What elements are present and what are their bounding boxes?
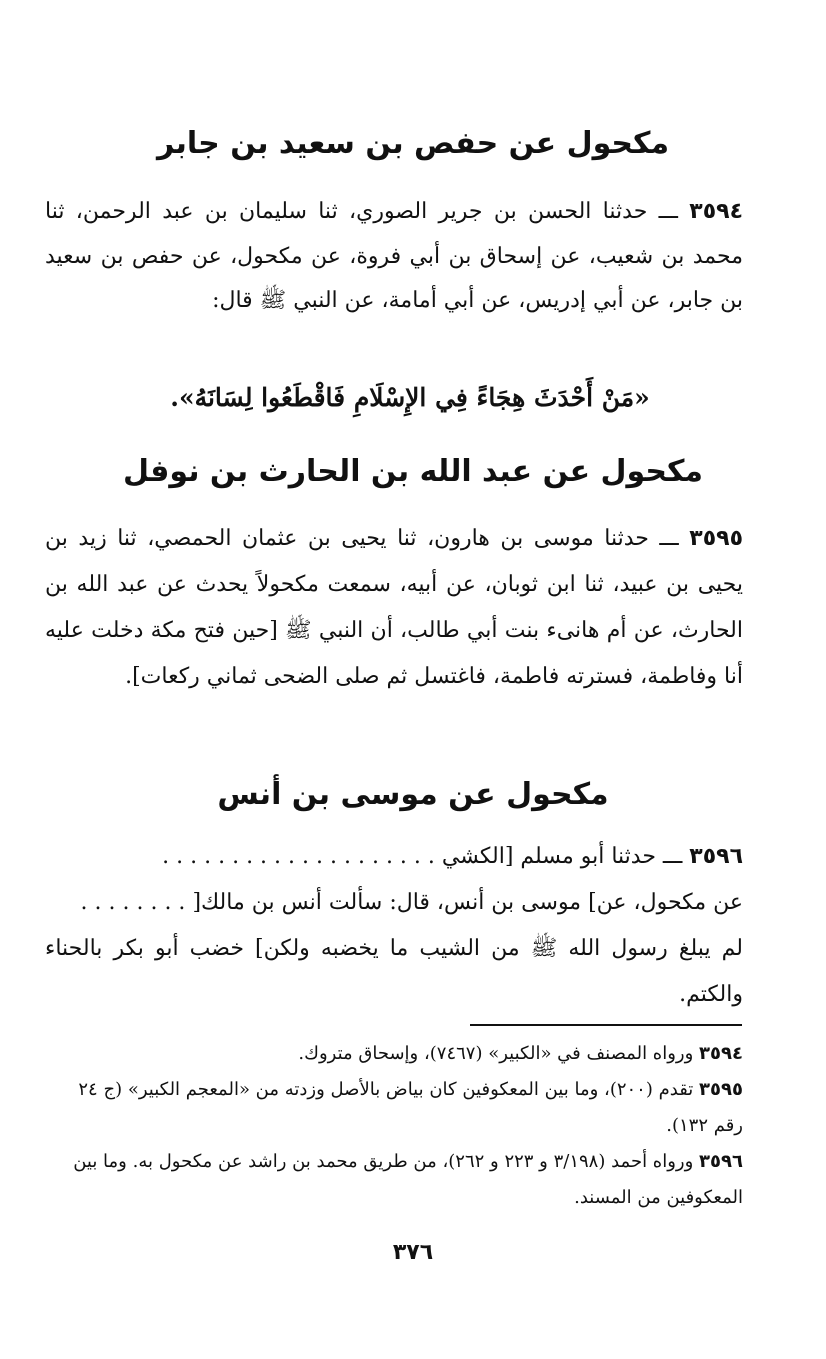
footnote-text: ورواه أحمد (٣/١٩٨ و ٢٢٣ و ٢٦٢)، من طريق محمد بن راشد عن مكحول به. وما بين المعكوفين من المسند. (73, 1151, 743, 1208)
footnote-text: تقدم (٢٠٠)، وما بين المعكوفين كان بياض بالأصل وزدته من «المعجم الكبير» (ج ٢٤ رقم ١٣٢). (78, 1079, 743, 1136)
section-heading: مكحول عن حفص بن سعيد بن جابر (156, 126, 670, 161)
footnote (50, 1036, 743, 1072)
hadith-text: حدثنا الحسن بن جرير الصوري، ثنا سليمان بن عبد الرحمن، ثنا محمد بن شعيب، عن إسحاق بن أبي فروة، عن مكحول، عن حفص بن سعيد بن جابر، عن أبي إدريس، عن أبي أمامة، عن النبي ﷺ قال: (45, 199, 743, 313)
dash: ـــ (647, 199, 678, 224)
footnote-number: ٣٥٩٤ (699, 1043, 743, 1064)
hadith-text: حدثنا موسى بن هارون، ثنا يحيى بن عثمان الحمصي، ثنا زيد بن يحيى بن عبيد، ثنا ابن ثوبان، عن أبيه، سمعت مكحولاً يحدث عن عبد الله بن الحارث، عن أم هانىء بنت أبي طالب، أن النبي ﷺ [حين فتح مكة دخلت عليه أنا وفاطمة، فسترته فاطمة، فاغتسل ثم صلى الضحى ثماني ركعات]. (45, 526, 743, 689)
hadith-quote: «مَنْ أَحْدَثَ هِجَاءً فِي الإِسْلَامِ فَاقْطَعُوا لِسَانَهُ». (170, 383, 650, 412)
hadith-text: لم يبلغ رسول الله ﷺ من الشيب ما يخضبه ولكن] خضب أبو بكر بالحناء والكتم. (45, 936, 743, 1007)
dash: ـــ (655, 844, 683, 869)
footnote (50, 1072, 743, 1144)
dash: ـــ (648, 526, 679, 551)
hadith-text: حدثنا أبو مسلم [الكشي (441, 844, 656, 869)
hadith-paragraph (45, 516, 743, 700)
footnote-text: ورواه المصنف في «الكبير» (٧٤٦٧)، وإسحاق متروك. (298, 1043, 694, 1064)
section-heading: مكحول عن عبد الله بن الحارث بن نوفل (122, 454, 703, 489)
footnote-number: ٣٥٩٥ (699, 1079, 743, 1100)
hadith-paragraph (45, 190, 743, 324)
hadith-paragraph (45, 926, 743, 1018)
hadith-number: ٣٥٩٥ (689, 526, 743, 551)
hadith-line (60, 880, 743, 926)
footnote-number: ٣٥٩٦ (699, 1151, 743, 1172)
hadith-number: ٣٥٩٦ (689, 844, 743, 869)
hadith-number: ٣٥٩٤ (689, 199, 743, 224)
section-heading: مكحول عن موسى بن أنس (217, 777, 609, 812)
ellipsis-dots: . . . . . . . . (80, 890, 186, 915)
ellipsis-dots: . . . . . . . . . . . . . . . . . . . . (162, 844, 435, 869)
footnote-separator (470, 1024, 742, 1026)
hadith-text: عن مكحول، عن] موسى بن أنس، قال: سألت أنس بن مالك[ (192, 890, 743, 915)
footnote (50, 1144, 743, 1216)
hadith-line (60, 834, 743, 880)
page-number: ٣٧٦ (392, 1240, 434, 1265)
